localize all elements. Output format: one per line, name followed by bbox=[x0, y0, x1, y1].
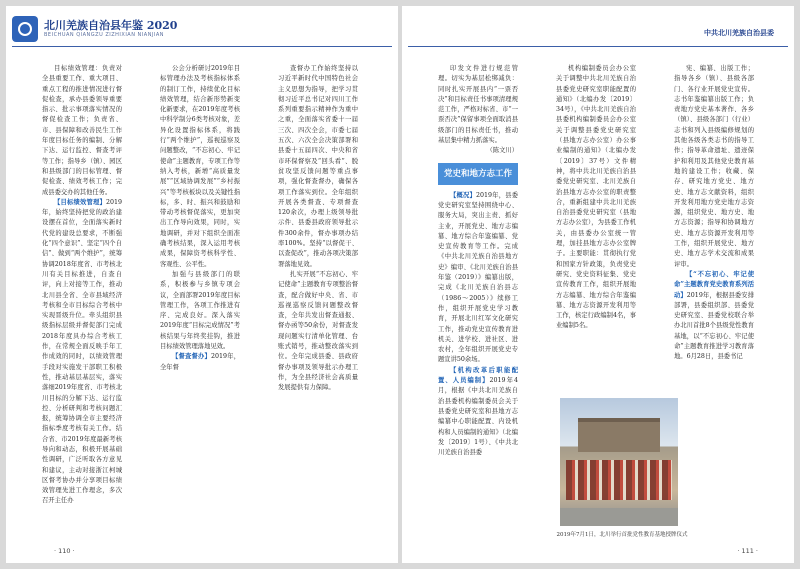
paragraph: 宪、编纂、出版工作；指导各乡（镇）、县级各部门、各行业开展党史宣传。志书年鉴编纂出版工作；负责地方党史基本著作、各乡（镇）、县级各部门（行业）志书和列入县级编修规划的其他各级各类志书的指导工作；指导革命遗址、遗迹保护和利用及其他党史教育基地的建设工作；收藏、保存、研究地方党史、地方史、地方志文献资料，组织开发利用地方党史地方志资源，组织党史、地方史、地方志资源；指导和协调地方史、地方志资源开发利用等工作，组织开展党史、地方史、地方志学术交流和成果评审。 bbox=[674, 65, 754, 268]
section-heading: 【机构改革后职能配置、人员编制】 bbox=[438, 366, 518, 385]
page-number-right: · 111 · bbox=[737, 547, 758, 555]
ceremony-photo bbox=[560, 398, 678, 526]
paragraph: 加强与县级部门的联系，积极参与乡镇专项会议，全面部署2019年度目标管理工作，各项工作推进有序、完成良好。深入落实2019年度“目标完成情况”考核结果与年终奖挂钩，推进目标绩效管理落地见效。 bbox=[160, 270, 240, 351]
section-heading: 【“不忘初心、牢记使命”主题教育党史教育系列活动】 bbox=[674, 270, 754, 299]
paragraph: 【“不忘初心、牢记使命”主题教育党史教育系列活动】2019年，根据县委安排部署，县委组织部、县委党史研究室、县委党校联合举办北川首批8个县级党性教育基地，以“不忘初心、牢记使命”主题教育推进学习教育落地。6月28日，县委书记 bbox=[674, 270, 754, 361]
section-heading: 【督查督办】 bbox=[172, 353, 211, 361]
yearbook-logo bbox=[12, 16, 38, 42]
text-column-5 bbox=[556, 64, 636, 394]
right-page bbox=[402, 6, 794, 563]
text-column-2 bbox=[160, 64, 240, 534]
yearbook-header bbox=[12, 16, 212, 44]
paragraph: 【督查督办】2019年，全年督 bbox=[160, 353, 240, 371]
paragraph: 机构编制委员会办公室关于调整中共北川羌族自治县委党史研究室职能配置的通知》（北编办发〔2019〕34号），《中共北川羌族自治县委机构编制委员会办公室关于调整县委党史研究室（县地方志办公室）办公事业编制的通知》（北编办发〔2019〕37号）文件精神，将中共北川羌族自治县委党史研究室、北川羌族自治县地方志办公室的职责整合，重新组建中共北川羌族自治县委党史研究室（县地方志办公室），为县委工作机关，由县委办公室统一管理，加挂县地方志办公室牌子。主要职能：贯彻执行党和国家方针政策，负责党史研究、党史资料征集、党史宣传教育工作，组织开展地方志编纂、地方综合年鉴编纂、地方志资源开发利用等工作，核定行政编制4名，事业编制5名。 bbox=[556, 65, 636, 330]
section-heading: 【目标绩效管理】 bbox=[54, 198, 106, 206]
left-page bbox=[6, 6, 398, 563]
paragraph: 【概况】2019年，县委党史研究室坚持围绕中心、服务大局，突出主责、抓好主业，开展党史、地方志编纂、地方综合年鉴编纂、党史宣传教育等工作。完成《中共北川羌族自治县地方史》编审、《北川羌族自治县年鉴（2019）》编纂出版，完成《北川羌族自治县志（1986～2005）》续修工作，组织开展党史学习教育，开展北川红军文化研究工作，推动党史宣传教育进机关、进学校、进社区、进农村，全年组织开展党史专题宣讲50余场。 bbox=[438, 191, 518, 364]
yearbook-title: 北川羌族自治县年鉴 2020 bbox=[44, 19, 178, 32]
paragraph: 【机构改革后职能配置、人员编制】2019年4月，根据《中共北川羌族自治县委机构编制委员会关于县委党史研究室和县地方志编纂中心职能配置、内设机构和人员编制的通知》（北编发〔2019〕1号）、《中共北川羌族自治县委 bbox=[438, 366, 518, 457]
paragraph: 目标绩效管理：负责对全县重要工作、重大项目、重点工程的推进情况进行督促检查，承办县委领导重要指示、批示事项落实情况的督促检查工作；负责省、市、县保障和改善民生工作年度目标任务的编制、分解下达、运行监控、督查考评等工作；指导乡（镇）、园区和县级部门的目标管理、督促检查、绩效考核工作；完成县委交办的其他任务。 bbox=[42, 65, 122, 196]
text-column-4 bbox=[438, 64, 518, 534]
paragraph: 扎实开展“不忘初心、牢记使命”主题教育专项整治督查，配合做好中央、省、市巡视巡察反馈问题整改督查，全年共发出督查通报、督办函等50余份，对督查发现问题实行清单化管理、台账式销号，推动整改落实到位。全年完成县委、县政府督办事项及领导批示办理工作，为全县经济社会高质量发展提供有力保障。 bbox=[278, 270, 358, 392]
photo-people bbox=[566, 460, 672, 500]
paragraph: 公会分析研讨2019年目标管理办法及考核指标体系的制订工作，持续优化目标绩效管理，结合新形势新变化新要求，在2019年度考核中科学制分6类考核对象，差异化设置指标体系，将践行“两个维护”，巡视巡察及问题整改，“不忘初心、牢记使命”主题教育，专项工作等纳入考核，新增“高质量发展”“区域协调发展”“乡村振兴”等考核板块以及关键性指标，多、时、振兴和鼓励和带动考核督促落实，更加突出工作导向效果，同时，实地调研，并对下组织全面准确考核结果，深入运用考核成果，保障资考核科学性、客观性、公平性。 bbox=[160, 65, 240, 268]
header-rule bbox=[12, 46, 392, 47]
section-banner: 党史和地方志工作 bbox=[438, 163, 518, 185]
section-header: 中共北川羌族自治县委 bbox=[704, 28, 774, 37]
photo-building bbox=[578, 418, 660, 452]
section-heading: 【概况】 bbox=[450, 191, 476, 199]
text-column-6 bbox=[674, 64, 754, 534]
yearbook-subtitle: BEICHUAN QIANGZU ZIZHIXIAN NIANJIAN bbox=[44, 32, 165, 38]
paragraph: 印发文件进行规范管理。切实为基层松绑减负：同时扎实开展县内“一票否决”和目标责任书事项清理规范工作，严格对标省、市“一票否决”保留事项全面取消县级部门的目标责任书，推动基层集中精力抓落实。 bbox=[438, 65, 518, 145]
text-column-3 bbox=[278, 64, 358, 534]
text-column-1 bbox=[42, 64, 122, 534]
header-rule bbox=[408, 46, 788, 47]
photo-ground bbox=[560, 508, 678, 526]
paragraph: 【目标绩效管理】2019年，始终坚持把党的政治建设摆在首位，全面落实新时代党的建设总要求，不断强化“四个意识”、坚定“四个自信”、做到“两个维护”，统筹协调2018年度省、市考核北川有关目标推进，自查自评，向上对接等工作，推动北川县全省、全市县域经济考核和全市目标综合考核中实现晋级升位。牵头组织县级指标层级并督促部门完成2018年度具办综合考核工作，在常规全面反映手年工作成效的同时，以绩效管理手段对实施发干部职工积极性，推动基层基层实，落实落细2019年度省、市考核北川目标的分解下达、运行监控、分析研判和考核问题汇报，统筹协调全市主要经济指标季度考核有关工作。结合省、市2019年度最新考核导向和动态，积极开展基础性调研，广泛听取各方意见和建议，主动对接浙江柯城区督考协办并分享项目标绩效管理先进工作理念，多次召开主任办 bbox=[42, 198, 122, 505]
paragraph: 查督办工作始终坚持以习近平新时代中国特色社会主义思想为指导，把学习贯彻习近平总书记对四川工作系列重要指示精神作为重中之重，全面落实省委十一届三次、四次全会，市委七届五次、六次全会决策部署和县委十五届四次、中央和省市环保督察及“回头看”、脱贫攻坚反馈问题等重点事项，强化督查督办，确保各项工作落实到位。全年组织开展各类督查、专项督查120余次，办理上级领导批示件、县委县政府领导批示件300余件，督办事项办结率100%。坚持“以督促干、以查促改”，推动各项决策部署落地见效。 bbox=[278, 65, 358, 268]
photo-caption: 2019年7月1日，北川举行首批党性教育基地授牌仪式 bbox=[556, 532, 688, 538]
page-number-left: · 110 · bbox=[54, 547, 75, 555]
author-note: （陈文川） bbox=[486, 147, 518, 155]
